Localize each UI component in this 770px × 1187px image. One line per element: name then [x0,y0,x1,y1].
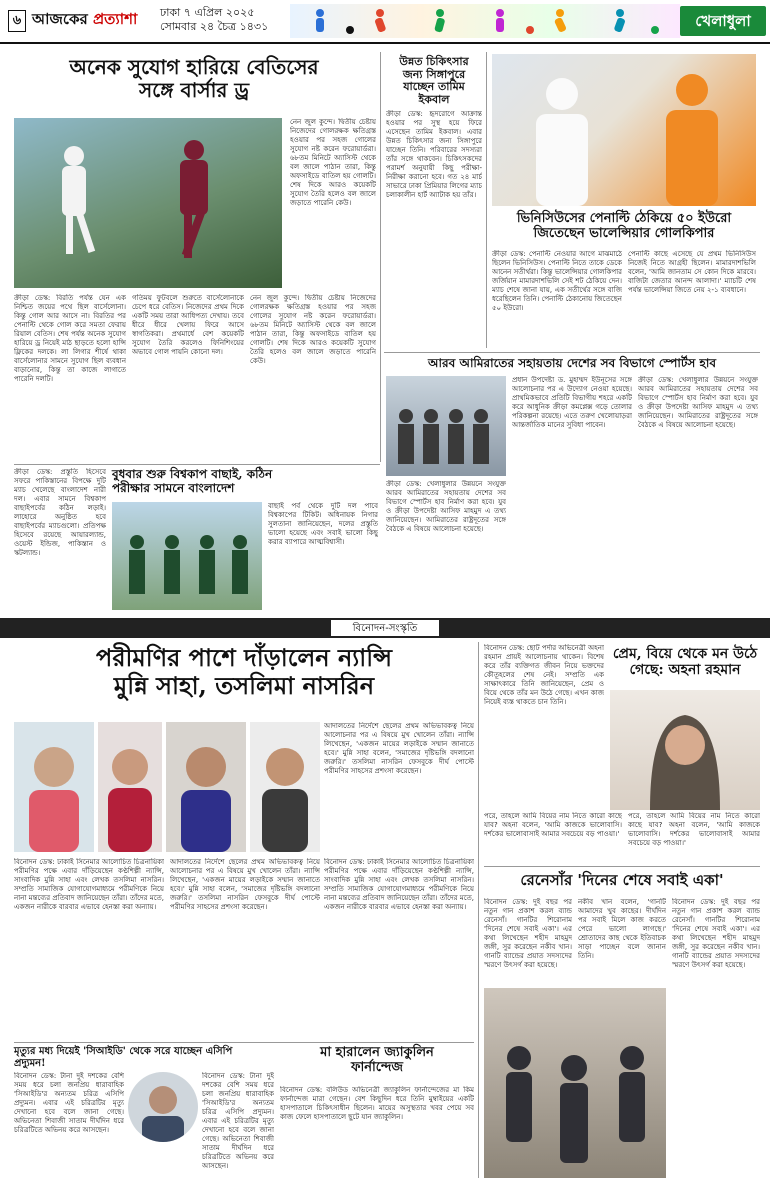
jacqueline-body: বিনোদন ডেস্ক: বলিউড অভিনেত্রী জ্যাকুলিন ফার্নান্দেজের মা কিম ফার্নান্দেজ মারা গেছেন। বেশ কিছুদিন ধরে তিনি মুম্বাইয়ের একটি হাসপাতালে চিকিৎসাধীন ছিলেন। মায়ের অসুস্থতার খবর পেয়ে সব কাজ ফেলে হাসপাতালে ছুটে যান জ্যাকুলিন। [280,1086,474,1121]
column-divider [478,642,479,1178]
renaissance-body-col1: বিনোদন ডেস্ক: দুই বছর পর নতুন গান প্রকাশ করল ব্যান্ড রেনেসাঁ। গানটির শিরোনাম 'দিনের শেষে সবাই একা'। এর কথা লিখেছেন শহীদ মাহমুদ জঙ্গী, সুর করেছেন নকীব খান। গানটি ব্যান্ডের প্রয়াত সদস্যদের স্মরণে উৎসর্গ করা হয়েছে। [484,898,572,969]
ahona-portrait-photo [610,690,760,810]
section-divider [484,866,760,867]
section-band-label: বিনোদন-সংস্কৃতি [330,619,440,637]
valencia-headline: ভিনিসিউসের পেনাল্টি ঠেকিয়ে ৫০ ইউরো জিতেছেন ভালেন্সিয়ার গোলকিপার [516,211,732,241]
wc-team-photo [112,502,262,610]
athletes-silhouette-icon [290,4,680,38]
barca-body-col3: গতিময় ফুটবলে শুরুতে বার্সেলোনাকে চেপে ধরে বেতিস। নিজেদের প্রথম দিকে একটি সময় তারা আধিপত্য দেখায়। তবে ধীরে ধীরে খেলায় ফিরে আসে স্বাগতিকরা। প্রথমার্ধে বেশ কয়েকটি সুযোগ তৈরি করলেও ফিনিশিংয়ের অভাবে গোল পায়নি কোনো দল। [132,294,244,356]
tamim-body: ক্রীড়া ডেস্ক: হৃদরোগে আক্রান্ত হওয়ার পর সুস্থ হয়ে ফিরে এসেছেন তামিম ইকবাল। এবার উন্নত চিকিৎসার জন্য সিঙ্গাপুরে যাচ্ছেন তিনি। পরিবারের সদস্যরা তাঁর সঙ্গে থাকবেন। চিকিৎসকদের পরামর্শ অনুযায়ী কিছু পরীক্ষা-নিরীক্ষা করানো হবে। গত ২৪ মার্চ সাভারে ঢাকা প্রিমিয়ার লিগের ম্যাচ চলাকালীন হার্ট অ্যাটাক হয় তাঁর। [386,110,482,199]
renaissance-body-col2: নকীব খান বলেন, 'গানটি আমাদের খুব কাছের। দীর্ঘদিন পর সবাই মিলে কাজ করতে পেরে ভালো লাগছে।' শ্রোতাদের কাছ থেকে ইতিবাচক সাড়া পাচ্ছেন বলে জানান তিনি। [578,898,666,960]
ahona-body-col3: পরে, তাহলে আমি বিয়ের নাম নিতে কারো কাছে যাব? অহনা বলেন, 'আমি কাজকে ভালোবাসি। দর্শকের ভালোবাসাই আমার সবচেয়ে বড় পাওয়া।' [628,812,760,847]
portrait-photo-2 [98,722,162,852]
wc-headline: বুধবার শুরু বিশ্বকাপ বাছাই, কঠিন পরীক্ষার সামনে বাংলাদেশ [112,467,273,495]
renaissance-body-col3: বিনোদন ডেস্ক: দুই বছর পর নতুন গান প্রকাশ করল ব্যান্ড রেনেসাঁ। গানটির শিরোনাম 'দিনের শেষে সবাই একা'। এর কথা লিখেছেন শহীদ মাহমুদ জঙ্গী, সুর করেছেন নকীব খান। গানটি ব্যান্ডের প্রয়াত সদস্যদের স্মরণে উৎসর্গ করা হয়েছে। [672,898,760,969]
tamim-headline: উন্নত চিকিৎসার জন্য সিঙ্গাপুরে যাচ্ছেন তামিম ইকবাল [399,55,469,106]
portrait-photo-1 [14,722,94,852]
valencia-body-col1: ক্রীড়া ডেস্ক: পেনাল্টি নেওয়ার আগে মাঝমাঠে ছিলেন ভিনিসিউস। পেনাল্টি নিতে তাকে ডেকে আনেন সতীর্থরা। কিন্তু ভালেন্সিয়ার গোলকিপার জর্জিয়ান মামারদাশভিলি সেই শট ঠেকিয়ে দেন। ম্যাচ শেষে জানা যায়, এক সতীর্থের সঙ্গে বাজি ধরেছিলেন তিনি। পেনাল্টি ঠেকানোয় জিতেছেন ৫০ ইউরো। [492,250,622,312]
nancy-body-col1: বিনোদন ডেস্ক: ঢাকাই সিনেমার আলোচিত চিত্রনায়িকা পরীমণির পক্ষে এবার দাঁড়িয়েছেন কণ্ঠশিল্পী ন্যান্সি, সাংবাদিক মুন্নি সাহা এবং লেখক তসলিমা নাসরিন। সম্প্রতি সামাজিক যোগাযোগমাধ্যমে পরীমণিকে নিয়ে নানা মন্তব্যের প্রতিবাদ জানিয়েছেন তাঁরা। তাঁদের মতে, একজন নারীকে বারবার এভাবে হেনস্তা করা অন্যায়। [14,858,164,911]
valencia-players-photo [492,54,756,206]
uae-body-col3: ক্রীড়া ডেস্ক: খেলাধুলার উন্নয়নে সংযুক্ত আরব আমিরাতের সহায়তায় দেশের সব বিভাগে স্পোর্টস হাব নির্মাণ করা হবে। যুব ও ক্রীড়া উপদেষ্টা আসিফ মাহমুদ এ তথ্য জানিয়েছেন। আমিরাতের রাষ্ট্রদূতের সঙ্গে বৈঠকে এ বিষয়ে আলোচনা হয়েছে। [638,376,758,429]
nancy-headline: পরীমণির পাশে দাঁড়ালেন ন্যান্সি মুন্নি সাহা, তসলিমা নাসরিন [96,643,392,700]
barca-match-photo [14,118,282,288]
jacqueline-headline: মা হারালেন জ্যাকুলিন ফার্নান্দেজ [320,1045,434,1075]
uae-body-col2: প্রধান উপদেষ্টা ড. মুহাম্মদ ইউনূসের সঙ্গে আলোচনার পর এ উদ্যোগ নেওয়া হয়েছে। প্রাথমিকভাবে প্রতিটি বিভাগীয় শহরে একটি করে আধুনিক ক্রীড়া কমপ্লেক্স গড়ে তোলার পরিকল্পনা রয়েছে। এতে তরুণ খেলোয়াড়রা আন্তর্জাতিক মানের সুবিধা পাবেন। [512,376,632,429]
section-divider [384,352,760,353]
nancy-body-col3: বিনোদন ডেস্ক: ঢাকাই সিনেমার আলোচিত চিত্রনায়িকা পরীমণির পক্ষে এবার দাঁড়িয়েছেন কণ্ঠশিল্পী ন্যান্সি, সাংবাদিক মুন্নি সাহা এবং লেখক তসলিমা নাসরিন। সম্প্রতি সামাজিক যোগাযোগমাধ্যমে পরীমণিকে নিয়ে নানা মন্তব্যের প্রতিবাদ জানিয়েছেন তাঁরা। তাঁদের মতে, একজন নারীকে বারবার এভাবে হেনস্তা করা অন্যায়। [324,858,474,911]
valencia-body-col2: পেনাল্টি কাছে এসেছে যে প্রথম ভিনিসিউস নিজেই নিতে আগ্রহী ছিলেন। মামারদাশভিলি বলেন, 'আমি জানতাম সে কোন দিকে মারবে। বাজিটা জেতার আনন্দ আলাদা।' ম্যাচটি শেষ পর্যন্ত ভালেন্সিয়া জিতে নেয় ২-১ ব্যবধানে। [628,250,756,294]
uae-headline: আরব আমিরাতের সহায়তায় দেশের সব বিভাগে স্পোর্টস হাব [427,356,717,370]
newspaper-name: আজকের প্রত্যাশা [32,10,138,28]
issue-date: ঢাকা ৭ এপ্রিল ২০২৫ সোমবার ২৪ চৈত্র ১৪৩১ [160,6,269,33]
uae-meeting-photo [386,376,506,476]
acp-pradyuman-photo [128,1072,198,1142]
ahona-headline: প্রেম, বিয়ে থেকে মন উঠে গেছে: অহনা রহমান [612,646,758,679]
section-label: খেলাধুলা [680,6,766,36]
nancy-body-col-side: আদালতের নির্দেশে ছেলের প্রথম অভিভাবকত্ব নিয়ে আলোচনার পর এ বিষয়ে মুখ খোলেন তাঁরা। ন্যান্সি লিখেছেন, 'একজন মায়ের লড়াইকে সম্মান জানাতে হবে।' মুন্নি সাহা বলেন, 'সমাজের দৃষ্টিভঙ্গি বদলানো জরুরি।' তসলিমা নাসরিন ফেসবুকে দীর্ঘ পোস্টে পরীমণির সাহসের প্রশংসা করেছেন। [324,722,474,775]
renaissance-headline: রেনেসাঁর 'দিনের শেষে সবাই একা' [520,871,724,889]
cid-body-col1: বিনোদন ডেস্ক: টানা দুই দশকের বেশি সময় ধরে চলা জনপ্রিয় ধারাবাহিক 'সিআইডি'র অন্যতম চরিত্র এসিপি প্রদ্যুমন। এবার এই চরিত্রটির মৃত্যু দেখানো হবে বলে জানা গেছে। অভিনেতা শিবাজী সাতাম দীর্ঘদিন ধরে চরিত্রটিতে অভিনয় করে আসছেন। [14,1072,124,1134]
barca-body-col4: নেন জুল কুন্দে। দ্বিতীয় চেষ্টায় নিজেদের গোলরক্ষক ক্ষতিগ্রস্ত হওয়ার পর সহজ গোলের সুযোগ নষ্ট করেন ফরোয়ার্ডরা। ৬৮তম মিনিটে অ্যাসিস্ট থেকে বল জালে পাঠান তারা, কিন্তু অফসাইডে বাতিল হয় গোলটি। শেষ দিকে আরও কয়েকটি সুযোগ তৈরি হলেও বল জালে জড়াতে পারেনি কেউ। [250,294,376,365]
ahona-body-col1: বিনোদন ডেস্ক: ছোট পর্দার অভিনেত্রী অহনা রহমান প্রায়ই আলোচনায় থাকেন। বিশেষ করে তাঁর ব্যক্তিগত জীবন নিয়ে ভক্তদের কৌতূহলের শেষ নেই। সম্প্রতি এক সাক্ষাৎকারে তিনি জানিয়েছেন, প্রেম ও বিয়ে থেকে তাঁর মন উঠে গেছে। এখন কাজ নিয়েই ব্যস্ত থাকতে চান তিনি। [484,644,604,706]
section-divider [14,1042,474,1043]
barca-headline: অনেক সুযোগ হারিয়ে বেতিসের সঙ্গে বার্সার ড্র [69,55,319,102]
portrait-photo-3 [166,722,246,852]
wc-body-col1: ক্রীড়া ডেস্ক: প্রস্তুতি হিসেবে সফরে পাকিস্তানের বিপক্ষে দুটি ম্যাচ খেলেছে বাংলাদেশ নারী দল। এবার সামনে বিশ্বকাপ বাছাইপর্বের কঠিন লড়াই। লাহোরে অনুষ্ঠিত হবে বাছাইপর্বের ম্যাচগুলো। প্রতিপক্ষ হিসেবে রয়েছে আয়ারল্যান্ড, ওয়েস্ট ইন্ডিজ, পাকিস্তান ও স্কটল্যান্ড। [14,468,106,557]
nancy-body-col2: আদালতের নির্দেশে ছেলের প্রথম অভিভাবকত্ব নিয়ে আলোচনার পর এ বিষয়ে মুখ খোলেন তাঁরা। ন্যান্সি লিখেছেন, 'একজন মায়ের লড়াইকে সম্মান জানাতে হবে।' মুন্নি সাহা বলেন, 'সমাজের দৃষ্টিভঙ্গি বদলানো জরুরি।' তসলিমা নাসরিন ফেসবুকে দীর্ঘ পোস্টে পরীমণির সাহসের প্রশংসা করেছেন। [170,858,320,911]
wc-body-col2: বাছাই পর্ব থেকে দুটি দল পাবে বিশ্বকাপের টিকিট। অধিনায়ক নিগার সুলতানা জানিয়েছেন, দলের প্রস্তুতি ভালো হয়েছে এবং সবাই ভালো কিছু করার ব্যাপারে আত্মবিশ্বাসী। [268,502,378,546]
barca-body-col1: ক্রীড়া ডেস্ক: বিরতি পর্যন্ত যেন এক নিশ্চিত জয়ের পথে ছিল বার্সেলোনা। কিন্তু গোল আর আসে না। বিরতির পর পেনাল্টি থেকে গোল করে সমতা ফেরায় রিয়াল বেতিস। শেষ পর্যন্ত অনেক সুযোগ হারিয়ে ড্র নিয়েই মাঠ ছাড়তে হলো হান্সি ফ্লিকের দলকে। লা লিগার শীর্ষে থাকা বার্সেলোনার সামনে সুযোগ ছিল ব্যবধান বাড়ানোর, কিন্তু তা কাজে লাগাতে পারেনি দলটি। [14,294,126,383]
barca-body-col2: নেন জুল কুন্দে। দ্বিতীয় চেষ্টায় নিজেদের গোলরক্ষক ক্ষতিগ্রস্ত হওয়ার পর সহজ গোলের সুযোগ নষ্ট করেন ফরোয়ার্ডরা। ৬৮তম মিনিটে অ্যাসিস্ট থেকে বল জালে পাঠান তারা, কিন্তু অফসাইডে বাতিল হয় গোলটি। শেষ দিকে আরও কয়েকটি সুযোগ তৈরি হলেও বল জালে জড়াতে পারেনি কেউ। [290,118,376,207]
cid-headline: মৃত্যুর মধ্য দিয়েই 'সিআইডি' থেকে সরে যাচ্ছেন এসিপি প্রদ্যুমন! [14,1046,233,1069]
column-divider [486,52,487,348]
ahona-body-col2: পরে, তাহলে আমি বিয়ের নাম নিতে কারো কাছে যাব? অহনা বলেন, 'আমি কাজকে ভালোবাসি। দর্শকের ভালোবাসাই আমার সবচেয়ে বড় পাওয়া।' [484,812,622,838]
renaissance-band-photo [484,988,666,1178]
portrait-photo-4 [250,722,320,852]
column-divider [380,52,381,462]
sports-illustration-banner [290,4,680,38]
section-divider [14,464,380,465]
uae-body-col1: ক্রীড়া ডেস্ক: খেলাধুলার উন্নয়নে সংযুক্ত আরব আমিরাতের সহায়তায় দেশের সব বিভাগে স্পোর্টস হাব নির্মাণ করা হবে। যুব ও ক্রীড়া উপদেষ্টা আসিফ মাহমুদ এ তথ্য জানিয়েছেন। আমিরাতের রাষ্ট্রদূতের সঙ্গে বৈঠকে এ বিষয়ে আলোচনা হয়েছে। [386,480,506,533]
cid-body-col2: বিনোদন ডেস্ক: টানা দুই দশকের বেশি সময় ধরে চলা জনপ্রিয় ধারাবাহিক 'সিআইডি'র অন্যতম চরিত্র এসিপি প্রদ্যুমন। এবার এই চরিত্রটির মৃত্যু দেখানো হবে বলে জানা গেছে। অভিনেতা শিবাজী সাতাম দীর্ঘদিন ধরে চরিত্রটিতে অভিনয় করে আসছেন। [202,1072,274,1170]
page-number: ৬ [8,10,26,32]
